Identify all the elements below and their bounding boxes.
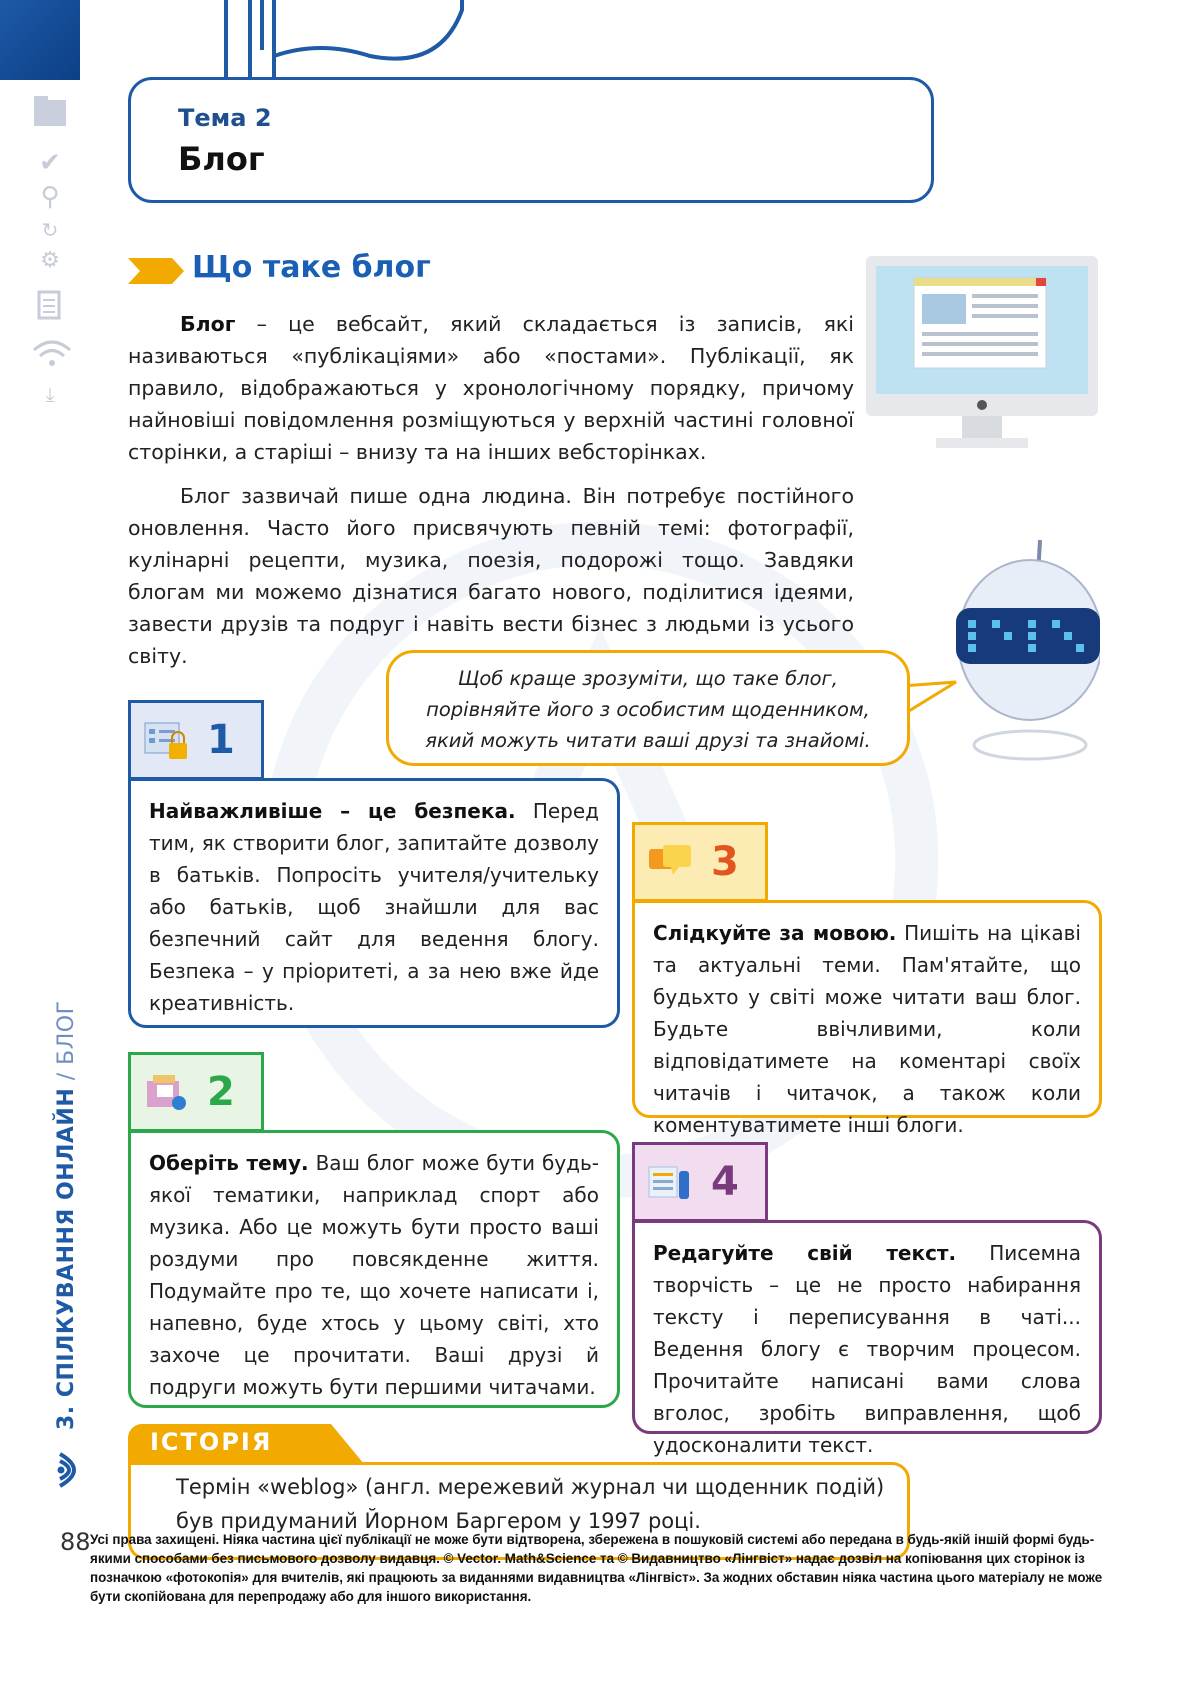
chapter-running-title [54,1000,79,1430]
card-4-number: 4 [711,1159,739,1205]
corner-block [0,0,80,80]
card-2-text: Ваш блог може бути будь-якої тематики, наприклад спорт або музика. Або це можуть бути просто ваші роздуми про повсякденне життя. Подумайте про те, що хочете написати і, напевно, буде хтось у цьому світі, хто захоче це прочитати. Ваші друзі й подруги можуть бути першими читачами. [149,1151,599,1399]
chat-bubbles-icon [647,841,693,883]
chapter-name: 3. СПІЛКУВАННЯ ОНЛАЙН [54,1087,79,1430]
topic-title: Блог [178,140,265,178]
download-icon: ⤓ [45,382,55,406]
tip-line-3: який можуть читати ваші друзі та знайомі. [425,729,871,752]
card-2-title: Оберіть тему. [149,1151,309,1175]
lock-checklist-icon [143,719,189,761]
paragraph-1 [128,308,854,468]
search-icon: ⚲ [40,182,60,212]
history-label: ІСТОРІЯ [150,1428,273,1456]
card-3-number: 3 [711,839,739,885]
folder-icon [30,92,70,139]
monitor-illustration [866,256,1098,452]
card-1-text: Перед тим, як створити блог, запитайте дозволу в батьків. Попросіть учителя/учительку або батьків, щоб знайшли для вас безпечний сайт для ведення блогу. Безпека – у пріоритеті, а за нею вже йде креативність. [149,799,600,1015]
card-1-title: Найважливіше – це безпека. [149,799,516,823]
gear-icon: ⚙ [40,248,60,273]
card-2-number: 2 [207,1069,235,1115]
section-heading: Що таке блог [192,250,431,285]
card-1-safety [128,778,620,1028]
card-2-number-tab [128,1052,264,1132]
paragraph-2: Блог зазвичай пише одна людина. Він потребує постійного оновлення. Часто його присвячують певній темі: фотографії, кулінарні рецепти, музика, поезія, подорожі тощо. Завдяки блогам ми можемо дізнатися багато нового, поділитися ідеями, завести друзів та подруг і навіть вести бізнес з людьми із усього світу. [128,484,854,668]
tip-speech-bubble [386,650,910,766]
page-number: 88 [60,1528,91,1556]
history-text: Термін «weblog» (англ. мережевий журнал чи щоденник подій) був придуманий Йорном Баргером у 1997 році. [176,1475,885,1533]
chapter-topic: / БЛОГ [54,1000,79,1088]
text-edit-icon [647,1161,693,1203]
wifi-icon [30,336,70,375]
topic-number: Тема 2 [178,104,272,132]
heading-marker-icon [128,258,184,284]
card-3-language [632,900,1102,1137]
robot-illustration [940,540,1100,770]
card-1-number: 1 [207,717,235,763]
card-4-text: Писемна творчість – це не просто набирання тексту і переписування в чаті... Ведення блогу є творчим процесом. Прочитайте написані вами слова вголос, зробіть виправлення, щоб удосконалити текст. [653,1241,1081,1457]
card-4-title: Редагуйте свій текст. [653,1241,957,1265]
tip-line-1: Щоб краще зрозуміти, що таке блог, [458,667,838,690]
card-4-number-tab [632,1142,768,1222]
card-3-number-tab [632,822,768,902]
card-4-editing [632,1220,1102,1457]
refresh-icon: ↻ [41,218,59,242]
term-blog: Блог [180,312,236,336]
header-decoration [210,0,470,78]
card-3-text: Пишіть на цікаві та актуальні теми. Пам'ятайте, що будьхто у світі може читати ваш блог. Будьте ввічливими, коли відповідатимете на коментарі своїх читачів і читачок, а також коли коментуватимете інші блоги. [653,921,1081,1137]
card-3-title: Слідкуйте за мовою. [653,921,897,945]
checkmark-icon: ✔ [39,148,61,178]
wifi-footer-icon [52,1448,96,1492]
document-icon [30,290,70,327]
card-2-topic [128,1130,620,1408]
paragraph-1-text: – це вебсайт, який складається із записів, які називаються «публікаціями» або «постами». Публікації, як правило, відображаються у хронологічному порядку, причому найновіші повідомлення розміщуються у верхній частині головної сторінки, а старіші – внизу та на інших вебсторінках. [128,312,854,464]
copyright-notice: Усі права захищені. Ніяка частина цієї публікації не може бути відтворена, збережена в пошуковій системі або передана в будь-якій іншій формі будь-якими способами без письмового дозволу видавця. © Vector. Math&Science та © Видавництво «Лінгвіст» надає дозвіл на копіювання цих сторінок із позначкою «фотокопія» для вчителів, які працюють за виданнями видавництва «Лінгвіст». За жодних обставин ніяка частина цього матеріалу не може бути скопійована для перепродажу або для іншого використання. [90,1532,1103,1604]
folder-settings-icon [143,1071,189,1113]
card-1-number-tab [128,700,264,780]
tip-line-2: порівняйте його з особистим щоденником, [426,698,870,721]
